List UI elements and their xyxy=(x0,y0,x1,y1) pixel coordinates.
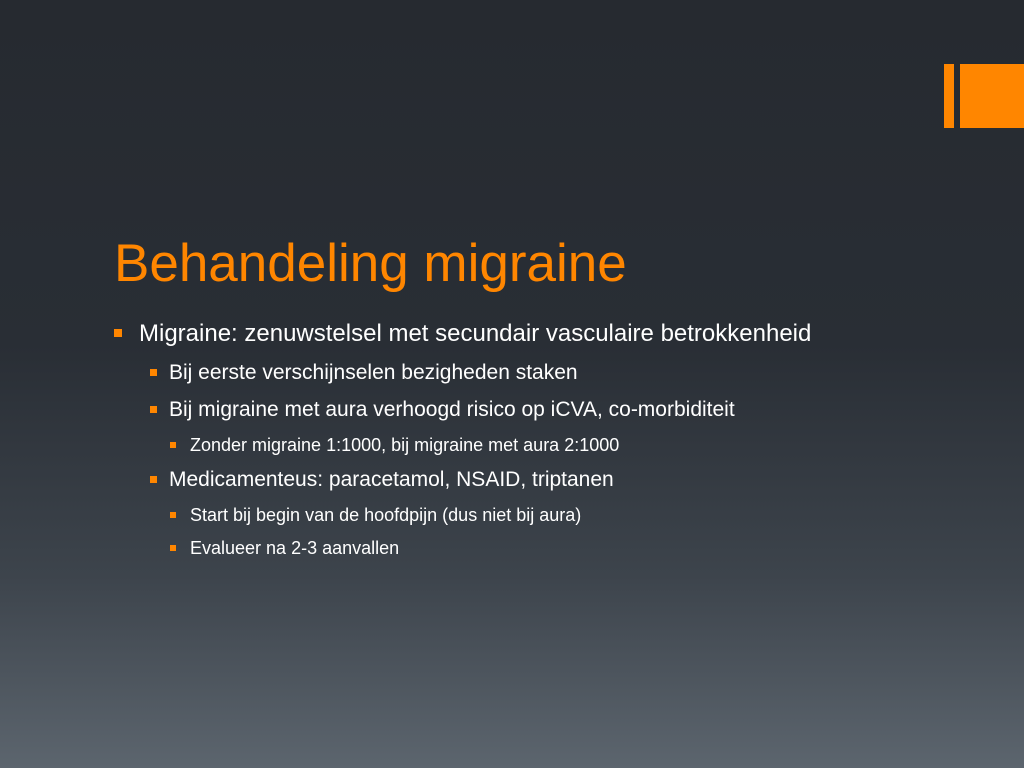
bullet-square-icon xyxy=(170,545,176,551)
bullet-text: Start bij begin van de hoofdpijn (dus niet bij aura) xyxy=(190,505,582,525)
bullet-square-icon xyxy=(170,512,176,518)
bullet-square-icon xyxy=(114,329,122,337)
bullet-text: Bij eerste verschijnselen bezigheden staken xyxy=(169,361,578,384)
bullet-text: Medicamenteus: paracetamol, NSAID, triptanen xyxy=(169,468,614,491)
slide-title: Behandeling migraine xyxy=(114,234,627,293)
accent-bar-thick xyxy=(960,64,1024,128)
bullet-item xyxy=(150,396,954,423)
bullet-item xyxy=(150,466,954,493)
bullet-text: Evalueer na 2-3 aanvallen xyxy=(190,538,400,558)
bullet-item xyxy=(170,536,954,560)
bullet-square-icon xyxy=(150,369,157,376)
bullet-item xyxy=(170,503,954,527)
bullet-text: Migraine: zenuwstelsel met secundair vasculaire betrokkenheid xyxy=(139,320,812,347)
accent-bar-thin xyxy=(944,64,954,128)
bullet-item xyxy=(170,433,954,457)
bullet-list xyxy=(114,318,954,569)
bullet-item xyxy=(114,318,954,349)
bullet-square-icon xyxy=(150,476,157,483)
bullet-square-icon xyxy=(150,406,157,413)
bullet-square-icon xyxy=(170,442,176,448)
bullet-text: Zonder migraine 1:1000, bij migraine met aura 2:1000 xyxy=(190,435,620,455)
bullet-text: Bij migraine met aura verhoogd risico op iCVA, co-morbiditeit xyxy=(169,398,735,421)
bullet-item xyxy=(150,359,954,386)
